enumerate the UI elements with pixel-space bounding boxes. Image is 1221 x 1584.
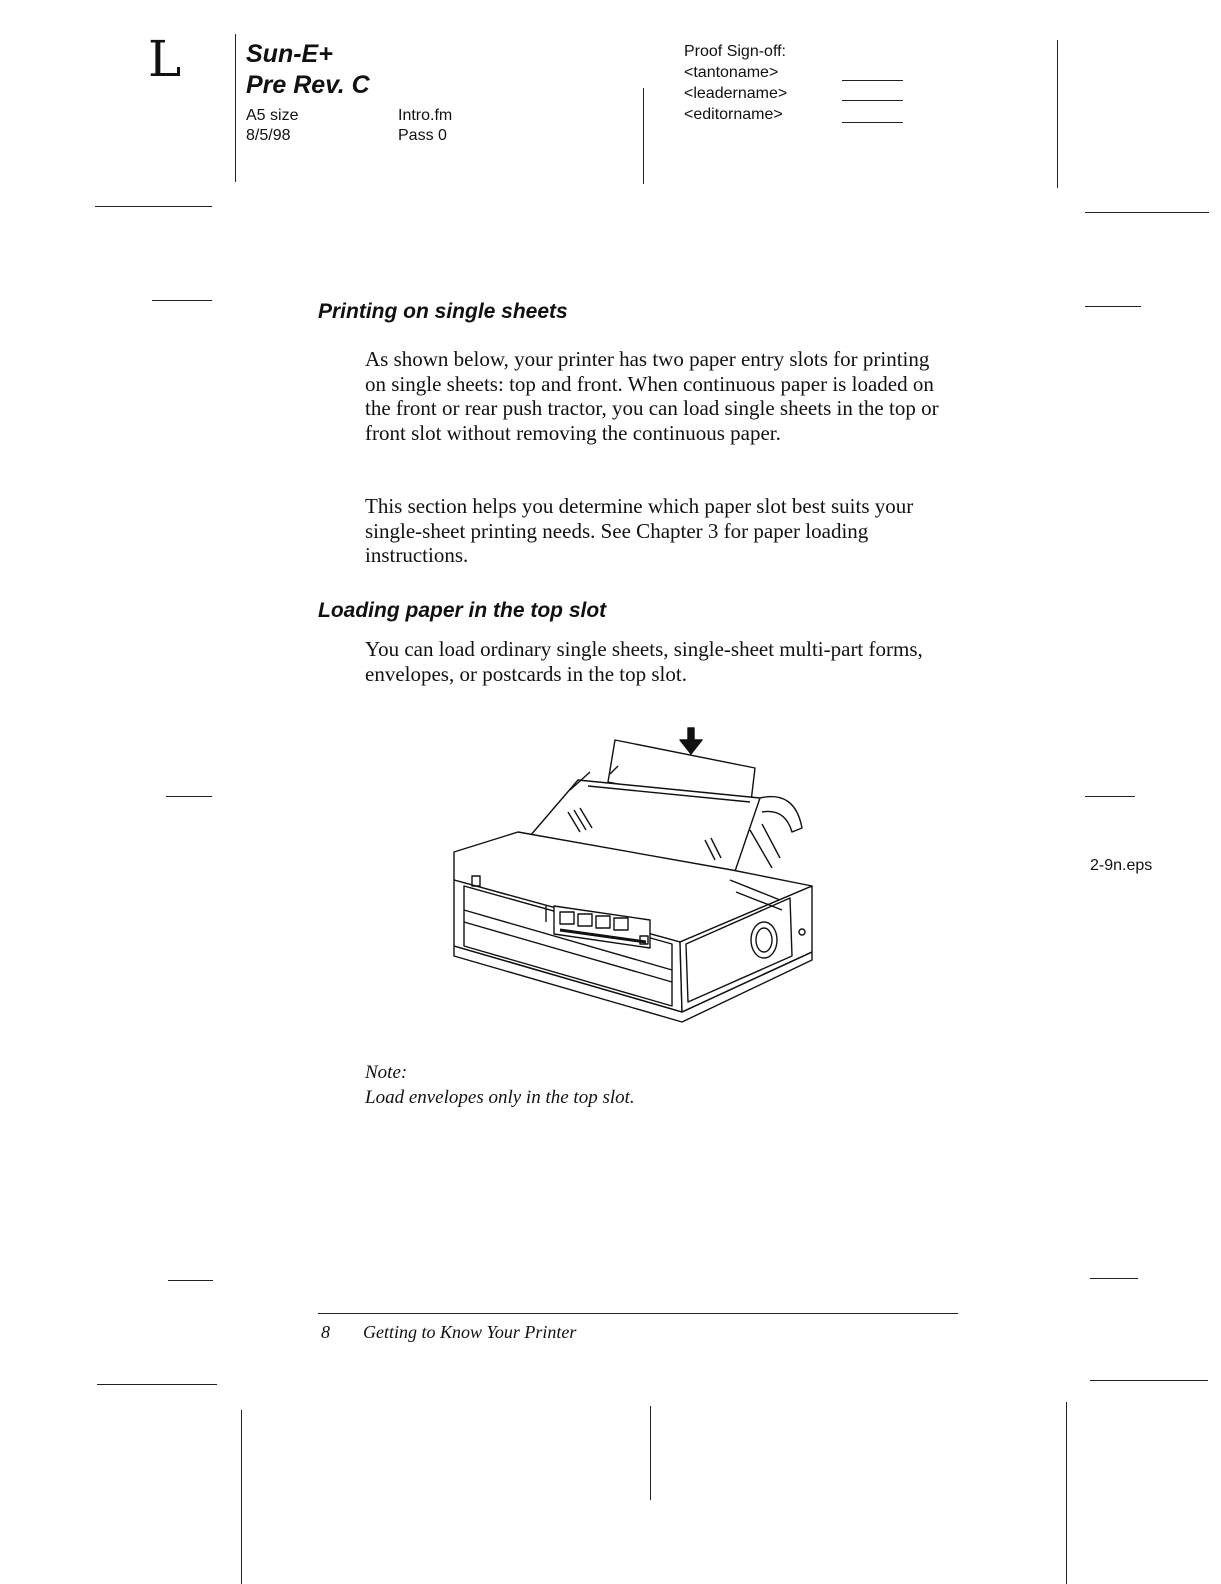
header-pass: Pass 0: [398, 127, 447, 144]
crop-mark: [1085, 212, 1209, 213]
header-file: Intro.fm: [398, 107, 453, 124]
proof-name-editor: <editorname>: [684, 106, 783, 123]
crop-mark: [241, 1410, 242, 1584]
crop-mark: [95, 206, 212, 207]
note-text: Load envelopes only in the top slot.: [365, 1087, 635, 1108]
crop-mark: [1066, 1402, 1067, 1584]
header-divider-right: [1057, 40, 1058, 188]
proof-name-leader: <leadername>: [684, 85, 788, 102]
section-paragraph-1: As shown below, your printer has two paper entry slots for printing on single sheets: top and front. When continuous paper is loaded on the front or rear push tractor, you can load single sheets in the top or front slot without removing the continuous paper.: [365, 347, 939, 445]
header-title-line1: Sun-E+: [246, 40, 333, 68]
header-divider-middle: [643, 88, 644, 184]
figure-label: 2-9n.eps: [1090, 857, 1153, 874]
corner-letter: L: [148, 30, 182, 88]
crop-mark: [1085, 306, 1141, 307]
signoff-line: [842, 100, 903, 101]
subsection-paragraph: You can load ordinary single sheets, single-sheet multi-part forms, envelopes, or postcards in the top slot.: [365, 637, 923, 686]
subsection-heading: Loading paper in the top slot: [318, 599, 607, 622]
proof-name-tanto: <tantoname>: [684, 64, 779, 81]
crop-mark: [1090, 1380, 1208, 1381]
footer-page-number: 8: [321, 1322, 330, 1342]
proof-signoff-label: Proof Sign-off:: [684, 43, 786, 60]
crop-mark: [168, 1280, 213, 1281]
crop-mark: [97, 1384, 217, 1385]
header-date: 8/5/98: [246, 127, 291, 144]
header-size: A5 size: [246, 107, 299, 124]
crop-mark: [166, 796, 212, 797]
printer-top-slot-illustration: [450, 720, 820, 1025]
section-paragraph-2: This section helps you determine which paper slot best suits your single-sheet printing needs. See Chapter 3 for paper loading instructions.: [365, 494, 914, 567]
note-label: Note:: [365, 1062, 408, 1083]
footer-rule: [318, 1313, 958, 1314]
footer-chapter-title: Getting to Know Your Printer: [363, 1322, 577, 1342]
down-arrow-icon: [680, 728, 702, 754]
crop-mark: [1085, 796, 1135, 797]
header-divider-left: [235, 34, 236, 182]
section-heading: Printing on single sheets: [318, 300, 568, 323]
crop-mark: [1090, 1278, 1138, 1279]
signoff-line: [842, 80, 903, 81]
crop-mark: [152, 300, 212, 301]
crop-mark: [650, 1406, 651, 1500]
signoff-line: [842, 122, 903, 123]
header-title-line2: Pre Rev. C: [246, 71, 370, 99]
